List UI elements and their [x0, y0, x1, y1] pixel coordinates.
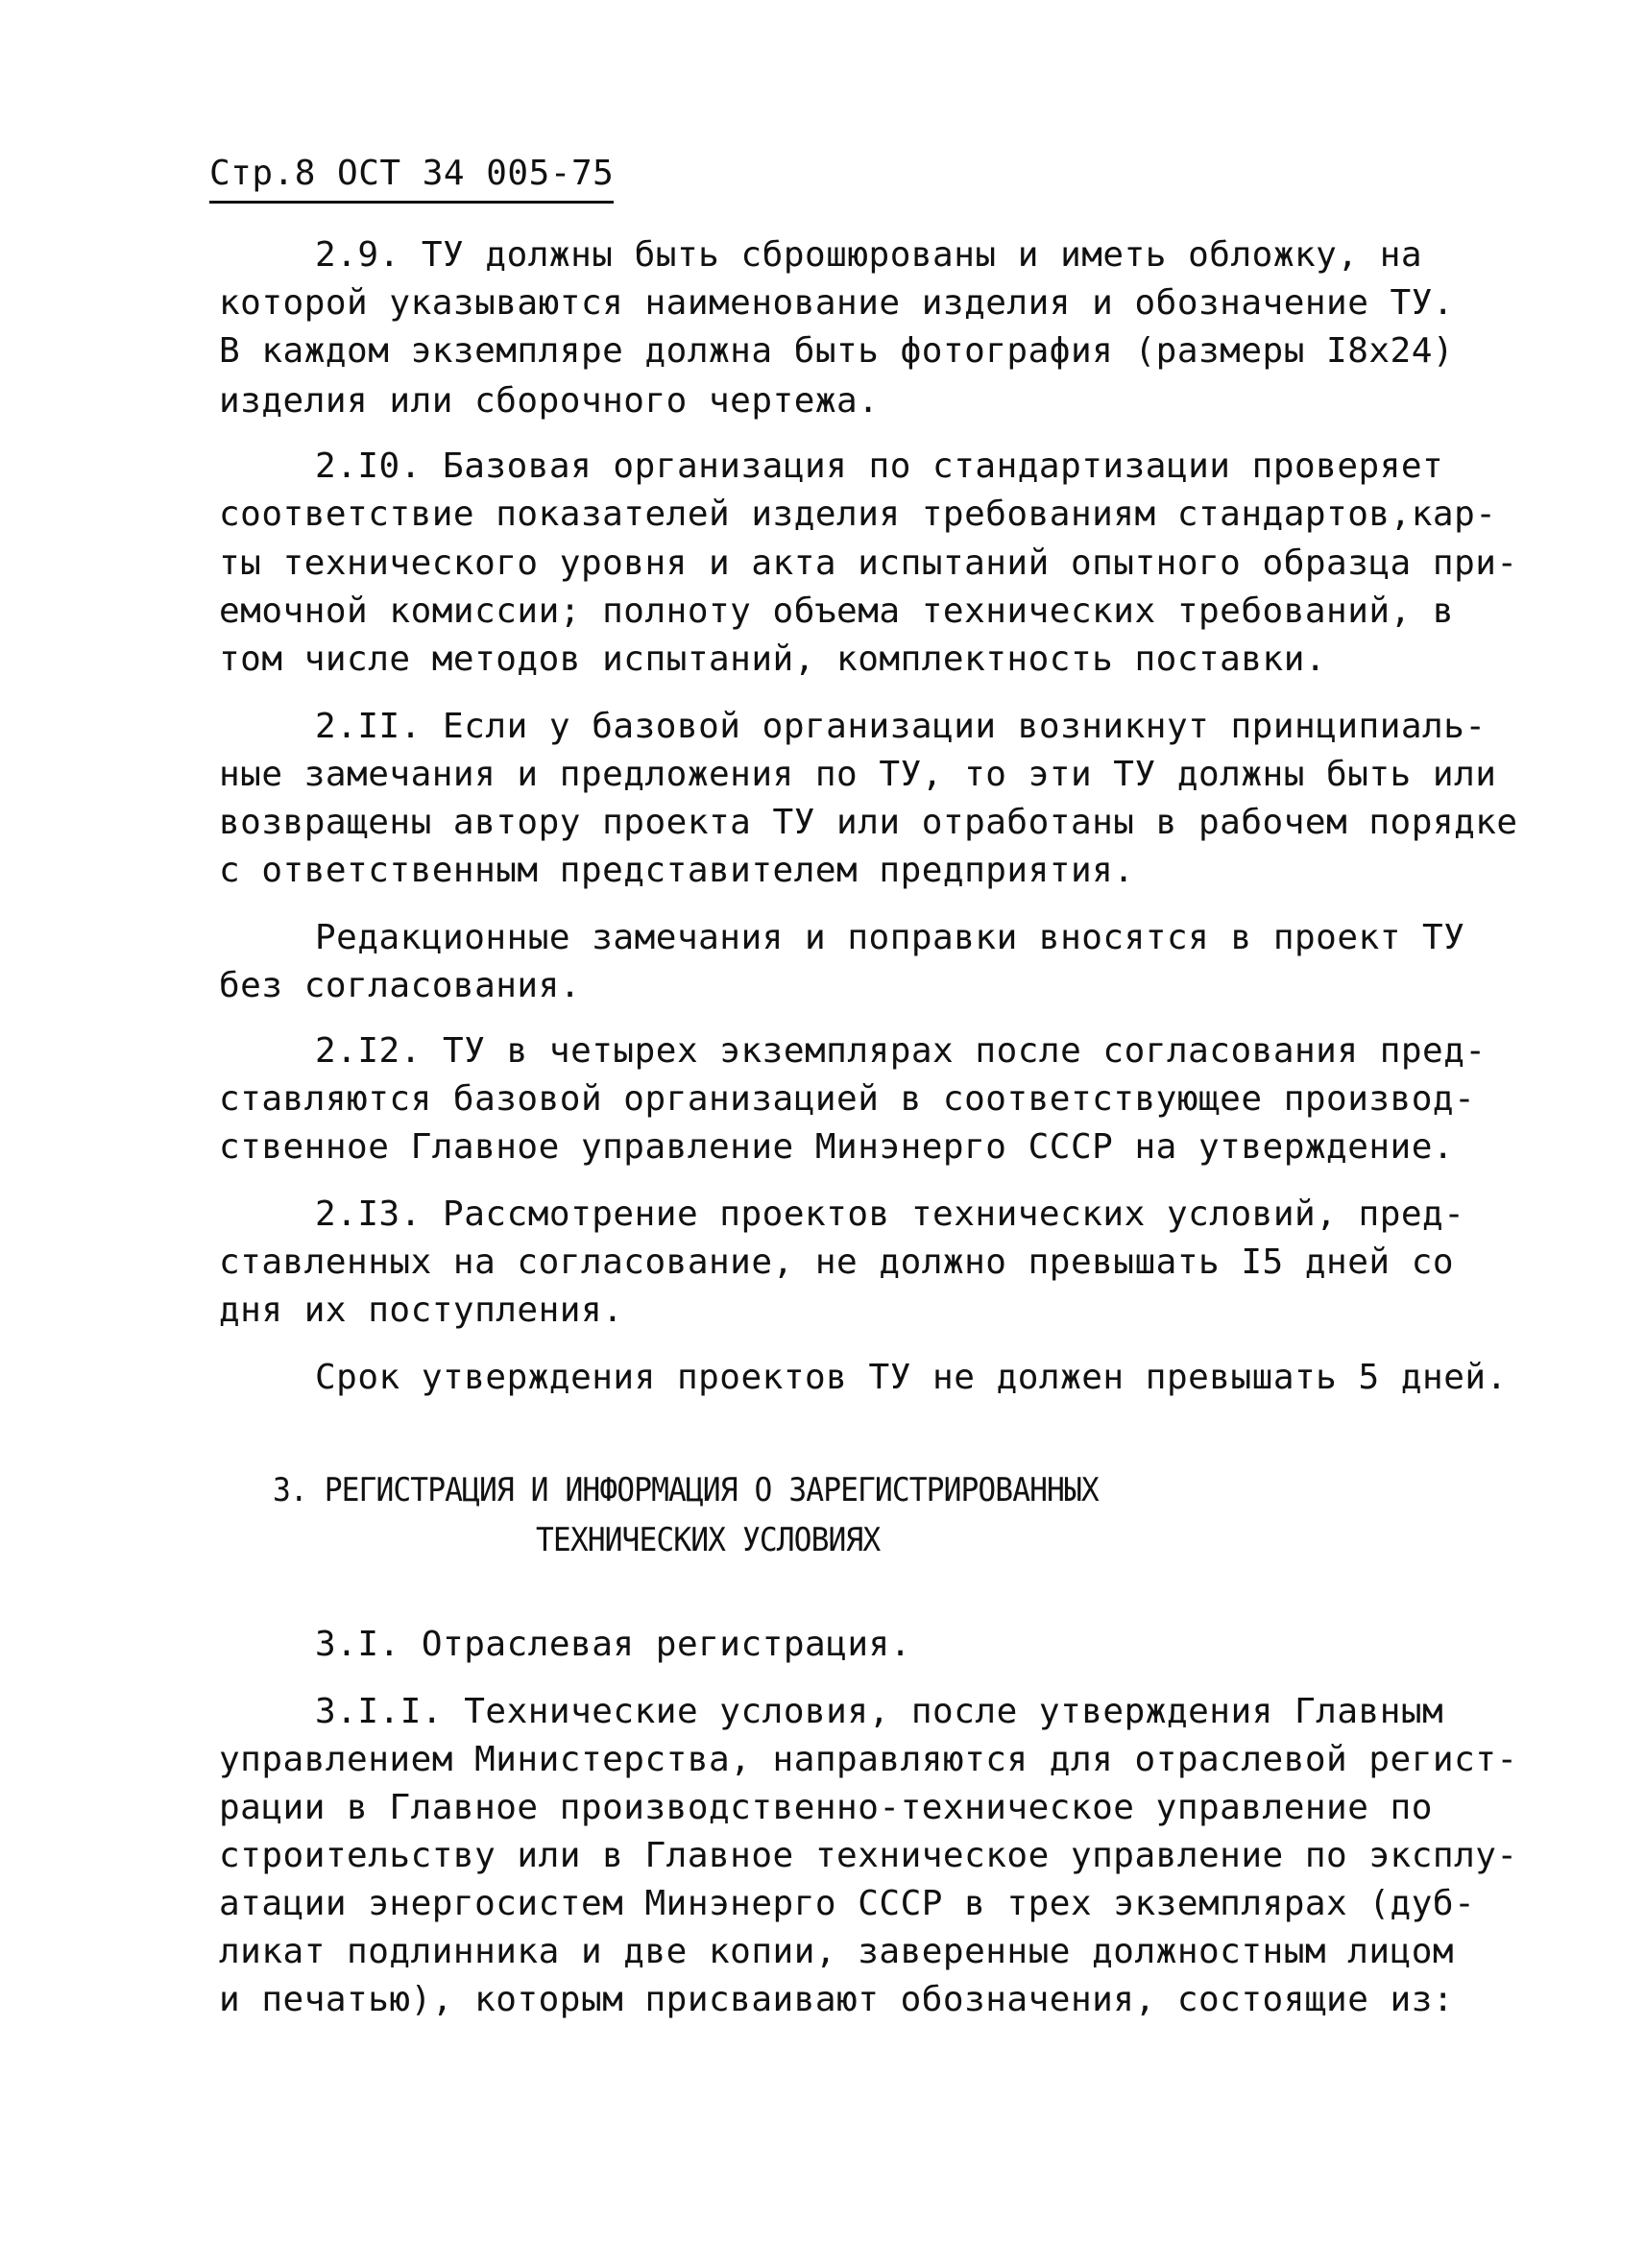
paragraph-2-10-line-5: том числе методов испытаний, комплектность поставки. — [219, 639, 1327, 679]
paragraph-2-13-line-3: дня их поступления. — [219, 1291, 624, 1330]
paragraph-3-1-1-line-1: 3.I.I. Технические условия, после утверждения Главным — [315, 1692, 1444, 1731]
paragraph-2-11-line-4: с ответственным представителем предприятия. — [219, 851, 1135, 890]
paragraph-2-10-line-4: емочной комиссии; полноту объема технических требований, в — [219, 591, 1455, 631]
paragraph-2-11-line-2: ные замечания и предложения по ТУ, то эти ТУ должны быть или — [219, 755, 1497, 794]
paragraph-2-9-line-3: В каждом экземпляре должна быть фотография (размеры I8x24) — [219, 331, 1455, 371]
paragraph-deadline-line-1: Срок утверждения проектов ТУ не должен превышать 5 дней. — [315, 1358, 1508, 1397]
paragraph-3-1-1-line-4: строительству или в Главное техническое управление по эксплу- — [219, 1836, 1518, 1875]
paragraph-3-1-line-1: 3.I. Отраслевая регистрация. — [315, 1625, 911, 1664]
paragraph-3-1-1-line-7: и печатью), которым присваивают обозначения, состоящие из: — [219, 1980, 1455, 2019]
section-3-heading-line-2: ТЕХНИЧЕСКИХ УСЛОВИЯХ — [536, 1521, 881, 1559]
paragraph-editorial-line-2: без согласования. — [219, 966, 581, 1005]
paragraph-2-11-line-3: возвращены автору проекта ТУ или отработаны в рабочем порядке — [219, 803, 1518, 842]
page-header: Стр.8 ОСТ 34 005-75 — [209, 154, 614, 204]
paragraph-3-1-1-line-6: ликат подлинника и две копии, заверенные должностным лицом — [219, 1932, 1455, 1971]
paragraph-3-1-1-line-2: управлением Министерства, направляются для отраслевой регист- — [219, 1740, 1518, 1779]
paragraph-2-12-line-1: 2.I2. ТУ в четырех экземплярах после согласования пред- — [315, 1031, 1487, 1071]
paragraph-2-9-line-4: изделия или сборочного чертежа. — [219, 381, 880, 421]
paragraph-2-9-line-2: которой указываются наименование изделия и обозначение ТУ. — [219, 283, 1455, 323]
paragraph-2-13-line-1: 2.I3. Рассмотрение проектов технических условий, пред- — [315, 1194, 1465, 1234]
paragraph-2-9-line-1: 2.9. ТУ должны быть сброшюрованы и иметь обложку, на — [315, 235, 1423, 275]
paragraph-2-12-line-2: ставляются базовой организацией в соответствующее производ- — [219, 1079, 1476, 1119]
paragraph-2-10-line-2: соответствие показателей изделия требованиям стандартов,кар- — [219, 495, 1497, 534]
paragraph-2-12-line-3: ственное Главное управление Минэнерго СССР на утверждение. — [219, 1127, 1455, 1167]
paragraph-3-1-1-line-3: рации в Главное производственно-техническое управление по — [219, 1788, 1433, 1827]
paragraph-2-11-line-1: 2.II. Если у базовой организации возникнут принципиаль- — [315, 707, 1487, 746]
paragraph-editorial-line-1: Редакционные замечания и поправки вносятся в проект ТУ — [315, 918, 1465, 957]
paragraph-2-13-line-2: ставленных на согласование, не должно превышать I5 дней со — [219, 1243, 1455, 1282]
paragraph-2-10-line-1: 2.I0. Базовая организация по стандартизации проверяет — [315, 446, 1444, 486]
paragraph-2-10-line-3: ты технического уровня и акта испытаний опытного образца при- — [219, 543, 1518, 583]
paragraph-3-1-1-line-5: атации энергосистем Минэнерго СССР в трех экземплярах (дуб- — [219, 1884, 1476, 1923]
section-3-heading-line-1: 3. РЕГИСТРАЦИЯ И ИНФОРМАЦИЯ О ЗАРЕГИСТРИРОВАННЫХ — [273, 1471, 1099, 1509]
